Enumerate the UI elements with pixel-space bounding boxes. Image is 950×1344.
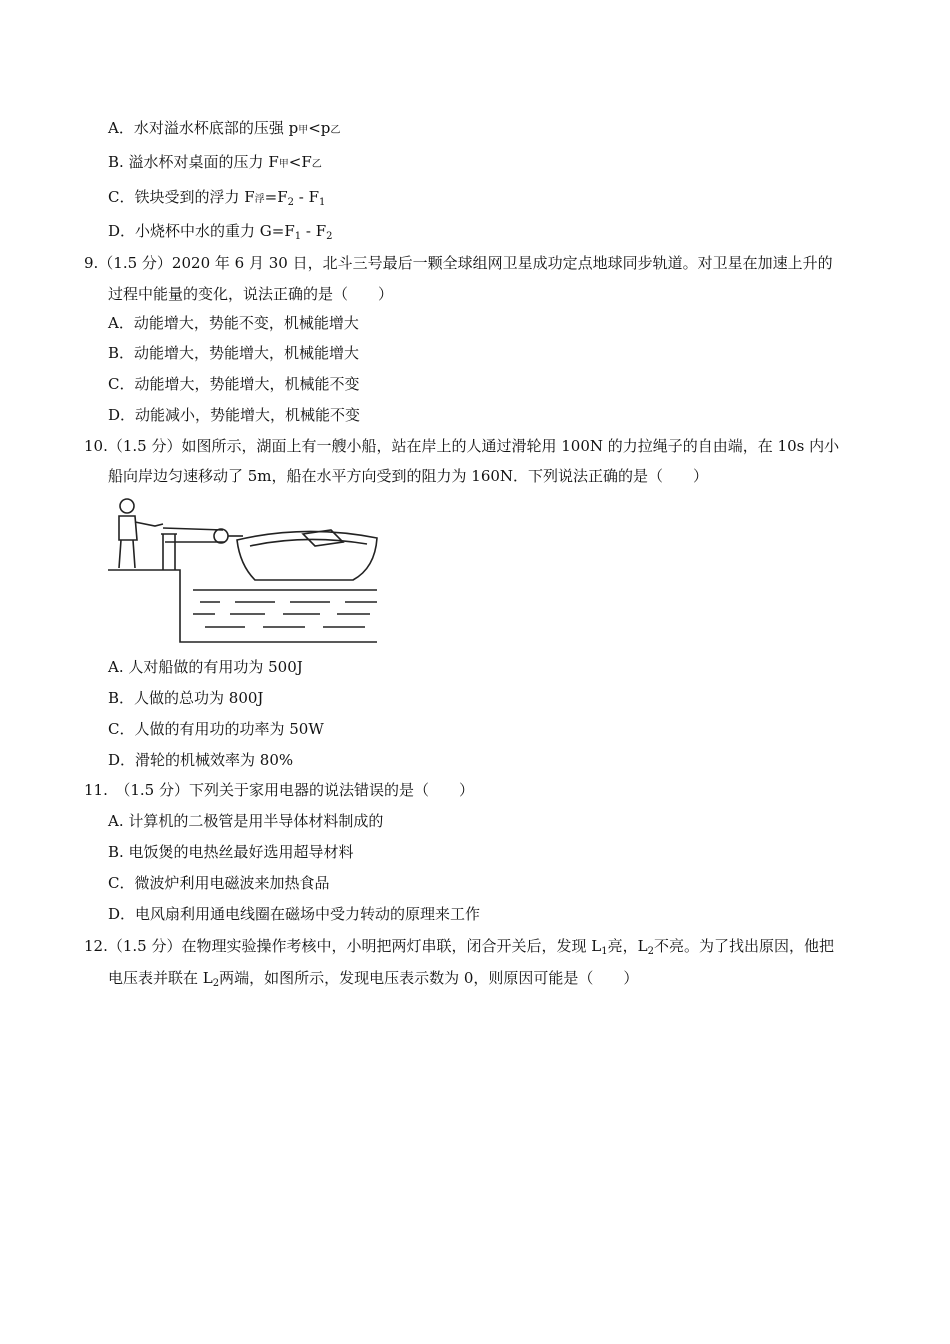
q9-stem-line2: 过程中能量的变化，说法正确的是（ ） xyxy=(108,285,394,303)
q8-option-c: C．铁块受到的浮力 F浮$=F_2 - F_1$ xyxy=(108,188,326,208)
q9-option-b: B．动能增大，势能增大，机械能增大 xyxy=(108,344,360,362)
person-body xyxy=(119,516,137,540)
q8-option-d: D．小烧杯中水的重力 $G=F_1 - F_2$ xyxy=(108,222,333,242)
q9-option-a: A．动能增大，势能不变，机械能增大 xyxy=(108,314,359,332)
q8-option-a: A．水对溢水杯底部的压强 p甲<p乙 xyxy=(108,119,341,137)
post xyxy=(161,534,177,570)
q10-option-a: A. 人对船做的有用功为 500J xyxy=(108,658,303,676)
pulley-wheel xyxy=(214,529,228,543)
q11-option-c: C．微波炉利用电磁波来加热食品 xyxy=(108,874,330,892)
q9-stem-line1: 9.（1.5 分）2020 年 6 月 30 日，北斗三号最后一颗全球组网卫星成功定点地球同步轨道。对卫星在加速上升的 xyxy=(84,254,833,272)
q9-option-c: C．动能增大，势能增大，机械能不变 xyxy=(108,375,360,393)
q10-stem-line2: 船向岸边匀速移动了 5m，船在水平方向受到的阻力为 160N．下列说法正确的是（ ） xyxy=(108,467,709,485)
q12-stem-line2: 电压表并联在 $L_2$两端，如图所示，发现电压表示数为 0，则原因可能是（ ） xyxy=(108,969,639,989)
q11-option-b: B. 电饭煲的电热丝最好选用超导材料 xyxy=(108,843,354,861)
person-head xyxy=(120,499,134,513)
q10-option-d: D．滑轮的机械效率为 80% xyxy=(108,751,294,769)
person-arm xyxy=(135,522,163,526)
q10-stem-line1: 10.（1.5 分）如图所示，湖面上有一艘小船，站在岸上的人通过滑轮用 100N 的力拉绳子的自由端，在 10s 内小 xyxy=(84,437,840,455)
q11-option-a: A. 计算机的二极管是用半导体材料制成的 xyxy=(108,812,384,830)
q9-option-d: D．动能减小，势能增大，机械能不变 xyxy=(108,406,361,424)
person-legs xyxy=(119,540,135,568)
q10-option-b: B．人做的总功为 800J xyxy=(108,689,264,707)
q10-option-c: C．人做的有用功的功率为 50W xyxy=(108,720,324,738)
q12-stem-line1: 12.（1.5 分）在物理实验操作考核中，小明把两灯串联，闭合开关后，发现 $L_1$亮，$L_2$不亮。为了找出原因，他把 xyxy=(84,937,834,957)
boat-pulley-figure xyxy=(105,490,385,645)
q11-option-d: D．电风扇利用通电线圈在磁场中受力转动的原理来工作 xyxy=(108,905,481,923)
q8-option-b: B. 溢水杯对桌面的压力 F甲<F乙 xyxy=(108,153,322,171)
q11-stem: 11. （1.5 分）下列关于家用电器的说法错误的是（ ） xyxy=(84,781,474,799)
